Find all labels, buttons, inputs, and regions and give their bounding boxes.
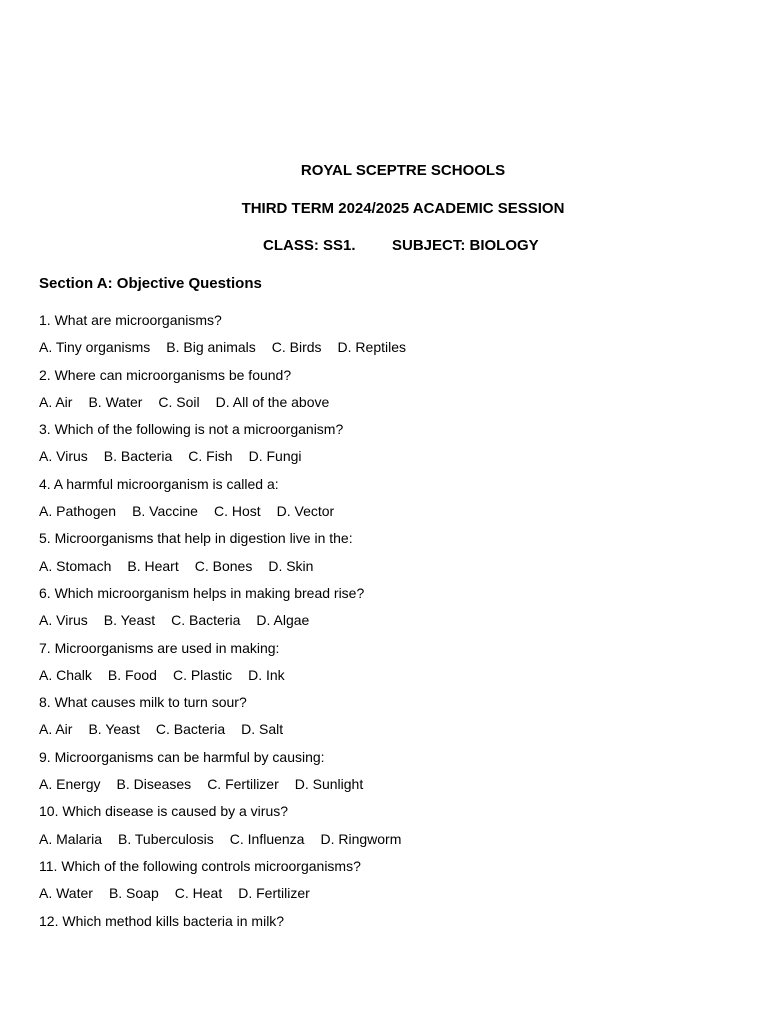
option-choice: A. Tiny organisms	[39, 339, 151, 356]
option-choice: C. Bacteria	[155, 721, 226, 738]
option-choice: B. Diseases	[116, 776, 192, 793]
section-title: Section A: Objective Questions	[39, 275, 262, 292]
option-choice: A. Air	[39, 393, 73, 410]
option-choice: B. Vaccine	[132, 503, 198, 520]
option-choice: A. Water	[39, 885, 93, 902]
question-text: 11. Which of the following controls microorganisms?	[39, 857, 361, 874]
option-choice: C. Fertilizer	[207, 776, 279, 793]
option-choice: A. Pathogen	[39, 503, 117, 520]
option-choice: A. Virus	[39, 612, 88, 629]
option-choice: D. Salt	[241, 721, 284, 738]
option-choice: C. Fish	[188, 448, 233, 465]
option-choice: D. Skin	[268, 557, 314, 574]
question-text: 9. Microorganisms can be harmful by causing:	[39, 748, 325, 765]
options-row	[39, 831, 739, 848]
option-choice: A. Malaria	[39, 830, 103, 847]
options-row	[39, 667, 739, 684]
question-text: 12. Which method kills bacteria in milk?	[39, 912, 285, 929]
options-row	[39, 339, 739, 356]
question-text: 7. Microorganisms are used in making:	[39, 639, 280, 656]
question-text: 2. Where can microorganisms be found?	[39, 366, 292, 383]
option-choice: B. Bacteria	[103, 448, 173, 465]
option-choice: A. Stomach	[39, 557, 112, 574]
option-choice: C. Heat	[174, 885, 223, 902]
options-row	[39, 885, 739, 902]
option-choice: D. Algae	[256, 612, 310, 629]
option-choice: D. Fertilizer	[238, 885, 310, 902]
option-choice: D. Ringworm	[320, 830, 402, 847]
question-text: 1. What are microorganisms?	[39, 312, 222, 328]
options-row	[39, 776, 739, 793]
term-heading: THIRD TERM 2024/2025 ACADEMIC SESSION	[241, 200, 565, 217]
question-text: 8. What causes milk to turn sour?	[39, 694, 247, 711]
option-choice: D. Ink	[248, 666, 285, 683]
question-text: 5. Microorganisms that help in digestion live in the:	[39, 530, 353, 547]
option-choice: C. Influenza	[229, 830, 305, 847]
option-choice: A. Chalk	[39, 666, 92, 683]
option-choice: A. Energy	[39, 776, 101, 793]
question-text: 10. Which disease is caused by a virus?	[39, 803, 289, 820]
options-row	[39, 612, 739, 629]
option-choice: B. Yeast	[103, 612, 156, 629]
option-choice: B. Yeast	[88, 721, 140, 738]
option-choice: C. Birds	[271, 339, 322, 356]
options-row	[39, 394, 739, 411]
option-choice: A. Air	[39, 721, 73, 738]
school-name: ROYAL SCEPTRE SCHOOLS	[300, 162, 506, 179]
option-choice: C. Soil	[158, 393, 200, 410]
class-label: CLASS: SS1.	[263, 237, 356, 254]
subject-label: SUBJECT: BIOLOGY	[392, 237, 539, 254]
option-choice: C. Bones	[194, 557, 253, 574]
options-row	[39, 721, 739, 738]
option-choice: D. Vector	[276, 503, 335, 520]
option-choice: C. Bacteria	[171, 612, 241, 629]
option-choice: C. Host	[213, 503, 261, 520]
options-row	[39, 558, 739, 575]
option-choice: B. Big animals	[166, 339, 256, 356]
option-choice: B. Food	[107, 666, 157, 683]
option-choice: D. Fungi	[248, 448, 302, 465]
option-choice: D. All of the above	[215, 393, 330, 410]
question-text: 4. A harmful microorganism is called a:	[39, 475, 279, 492]
options-row	[39, 503, 739, 520]
option-choice: B. Heart	[127, 557, 179, 574]
option-choice: C. Plastic	[172, 666, 233, 683]
options-row	[39, 448, 739, 465]
question-text: 6. Which microorganism helps in making bread rise?	[39, 584, 365, 601]
option-choice: A. Virus	[39, 448, 88, 465]
question-text: 3. Which of the following is not a microorganism?	[39, 421, 344, 438]
option-choice: B. Water	[88, 393, 143, 410]
option-choice: B. Soap	[108, 885, 159, 902]
option-choice: D. Reptiles	[337, 339, 407, 356]
option-choice: B. Tuberculosis	[118, 830, 214, 847]
option-choice: D. Sunlight	[294, 776, 364, 793]
question-list	[39, 312, 739, 940]
